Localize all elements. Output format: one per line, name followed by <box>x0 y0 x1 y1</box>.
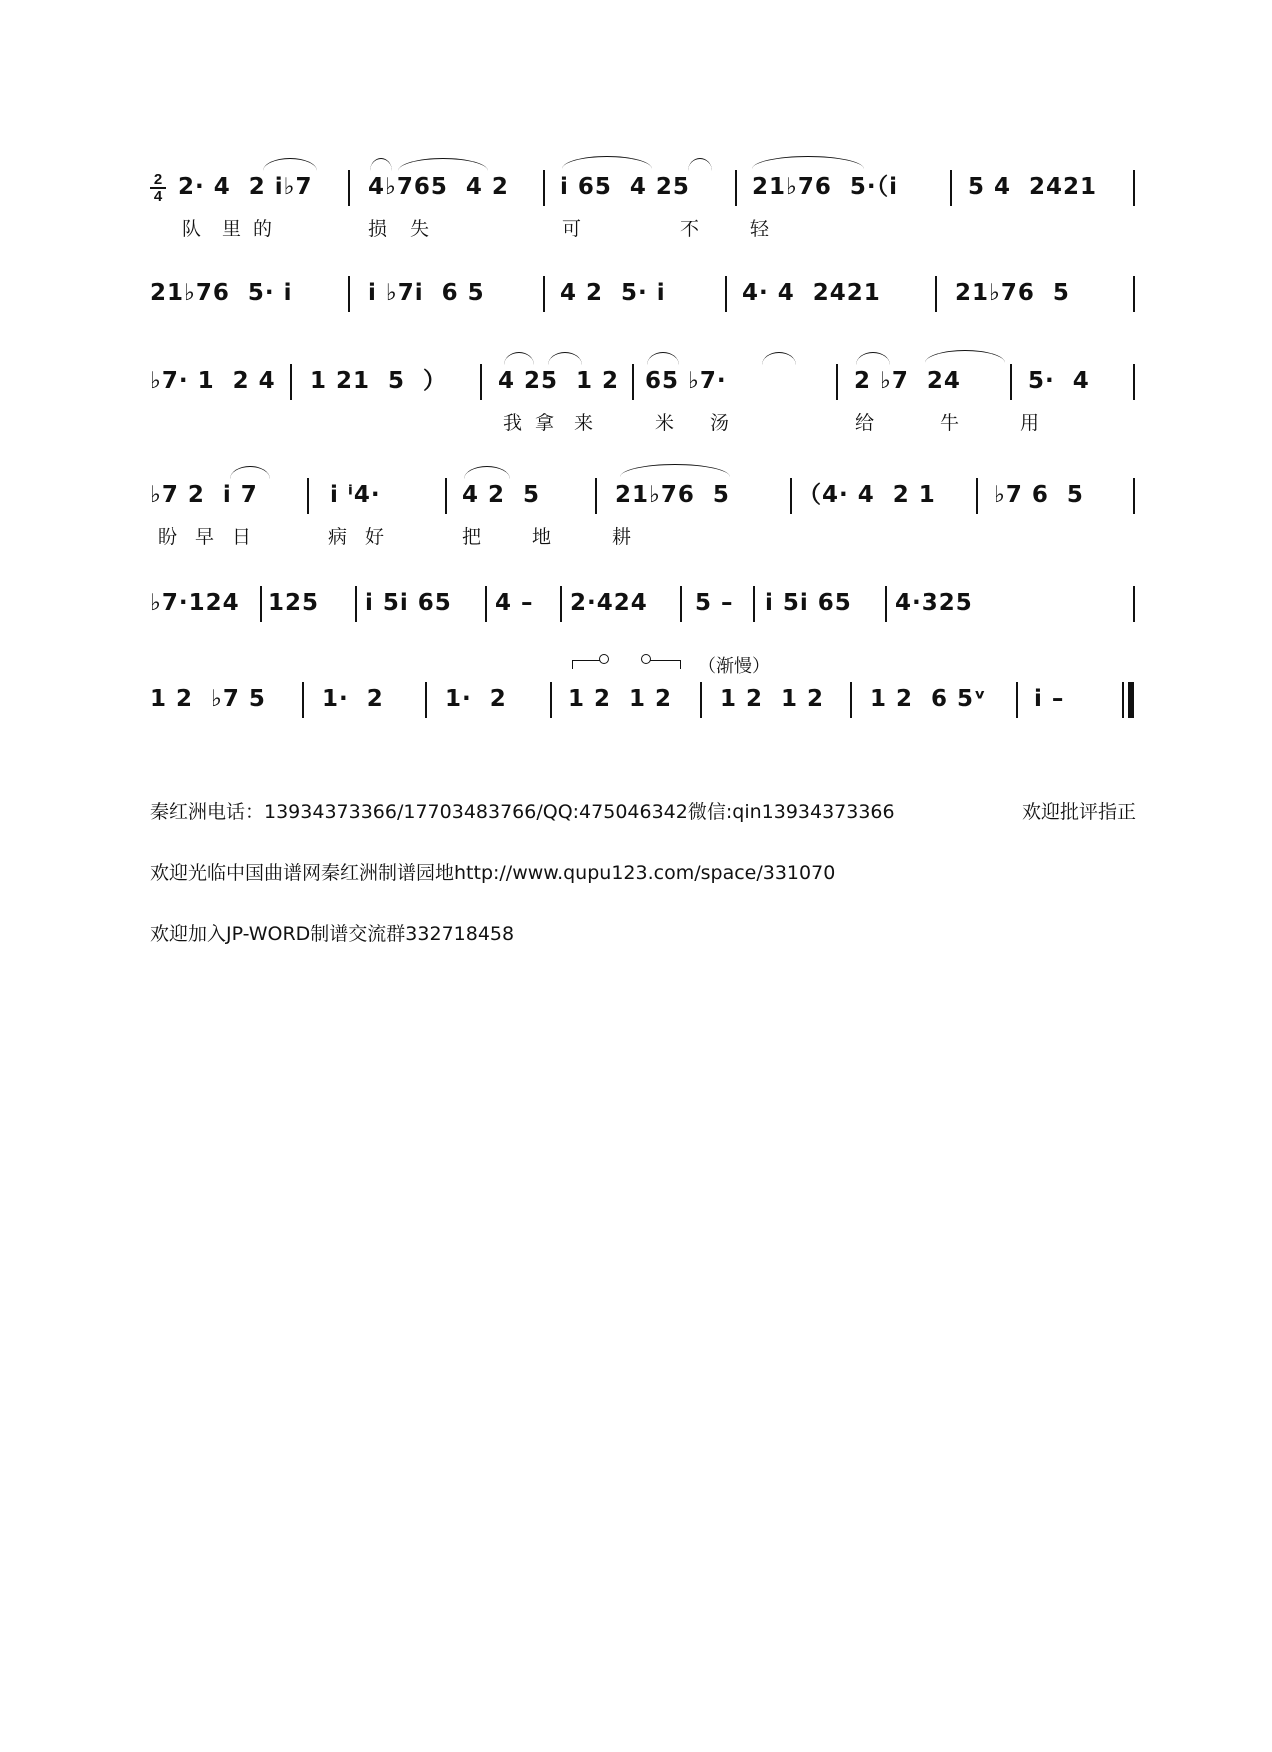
barline <box>1133 364 1135 400</box>
barline <box>543 170 545 206</box>
barline <box>560 586 562 622</box>
barline <box>355 586 357 622</box>
lyric: 日 <box>232 526 252 548</box>
barline <box>735 170 737 206</box>
contact-line: 秦红洲电话：13934373366/17703483766/QQ:475046342微信:qin13934373366 <box>150 801 895 823</box>
lyric: 米 <box>655 412 675 434</box>
time-signature-top: 2 <box>150 172 166 189</box>
lyric: 病 <box>328 526 348 548</box>
measure: 1· 2 <box>445 686 507 712</box>
barline <box>850 682 852 718</box>
measure: 4 2 5 <box>462 482 541 508</box>
lyric: 盼 <box>158 526 178 548</box>
measure: i 65 4 25 <box>560 174 690 200</box>
slur <box>230 466 270 479</box>
measure: （4· 4 2 1 <box>798 482 936 508</box>
barline <box>445 478 447 514</box>
measure: 4 25 1 2 <box>498 368 620 394</box>
slur <box>752 156 864 169</box>
slur <box>925 350 1005 363</box>
slur <box>762 352 796 365</box>
barline <box>595 478 597 514</box>
measure: 4· 4 2421 <box>742 280 881 306</box>
barline <box>307 478 309 514</box>
slur <box>620 464 730 477</box>
measure: 21♭76 5·（i <box>752 174 899 200</box>
measure: 4 – <box>495 590 534 616</box>
barline <box>425 682 427 718</box>
measure: 4·325 <box>895 590 973 616</box>
time-signature <box>150 172 166 204</box>
slur <box>647 352 679 365</box>
welcome-feedback: 欢迎批评指正 <box>1021 801 1136 823</box>
notes-line <box>150 362 1135 402</box>
measure: 4 2 5· i <box>560 280 666 306</box>
barline <box>1016 682 1018 718</box>
measure: 1 2 6 5ᵛ <box>870 686 987 712</box>
barline <box>632 364 634 400</box>
measure: ♭7 6 5 <box>994 482 1084 508</box>
notes-line <box>150 656 1135 720</box>
score-system-5 <box>150 584 1135 624</box>
tempo-annotation: （渐慢） <box>698 656 770 676</box>
measure: 21♭76 5 <box>955 280 1070 306</box>
measure: 5 4 2421 <box>968 174 1098 200</box>
barline <box>680 586 682 622</box>
measure: 2· 4 2 i♭7 <box>178 174 313 200</box>
barline <box>1010 364 1012 400</box>
barline <box>1133 586 1135 622</box>
measure: 1 2 ♭7 5 <box>150 686 266 712</box>
slur <box>504 352 534 365</box>
lyric: 里的 <box>222 218 285 240</box>
measure: i 5i 65 <box>365 590 452 616</box>
slur <box>562 156 652 169</box>
measure: 2·424 <box>570 590 648 616</box>
measure: 1 2 1 2 <box>568 686 673 712</box>
lyric: 来 <box>574 412 594 434</box>
measure: 5· 4 <box>1028 368 1090 394</box>
open-circle-mark <box>599 654 609 664</box>
slur <box>688 158 712 171</box>
lyric: 损 <box>368 218 388 240</box>
time-signature-bottom: 4 <box>153 188 163 205</box>
score-system-3 <box>150 362 1135 436</box>
group-line: 欢迎加入JP-WORD制谱交流群332718458 <box>150 923 515 945</box>
lyric: 把 <box>462 526 482 548</box>
barline <box>700 682 702 718</box>
slur <box>370 158 392 171</box>
score-system-1 <box>150 168 1135 242</box>
slur <box>856 352 890 365</box>
measure: i ♭7i 6 5 <box>368 280 485 306</box>
lyric: 耕 <box>612 526 632 548</box>
lyrics-line <box>150 516 1135 550</box>
lyric: 队 <box>182 218 202 240</box>
site-line: 欢迎光临中国曲谱网秦红洲制谱园地http://www.qupu123.com/space/331070 <box>150 862 836 884</box>
bracket-right <box>650 660 681 669</box>
lyric: 拿 <box>535 412 555 434</box>
measure: 21♭76 5 <box>615 482 730 508</box>
lyric: 失 <box>410 218 430 240</box>
lyric: 我 <box>503 412 523 434</box>
barline <box>290 364 292 400</box>
lyric: 不 <box>680 218 700 240</box>
lyric: 给 <box>855 412 875 434</box>
notes-line <box>150 584 1135 624</box>
lyric: 早 <box>195 526 215 548</box>
lyric: 好 <box>365 526 385 548</box>
notes-line <box>150 168 1135 208</box>
barline <box>885 586 887 622</box>
measure: 125 <box>268 590 320 616</box>
measure: i 5i 65 <box>765 590 852 616</box>
barline <box>753 586 755 622</box>
barline <box>543 276 545 312</box>
measure: 1 21 5 ） <box>310 368 448 394</box>
barline <box>260 586 262 622</box>
lyric: 用 <box>1020 412 1040 434</box>
barline <box>302 682 304 718</box>
score-system-2 <box>150 274 1135 314</box>
lyrics-line <box>150 208 1135 242</box>
measure: ♭7· 1 2 4 <box>150 368 276 394</box>
lyric: 地 <box>532 526 552 548</box>
measure: ♭7·124 <box>150 590 240 616</box>
measure: 4♭765 4 2 <box>368 174 509 200</box>
notes-line <box>150 476 1135 516</box>
final-barline-thick <box>1128 682 1134 718</box>
measure: ♭7 2 i 7 <box>150 482 258 508</box>
lyric: 轻 <box>750 218 770 240</box>
lyric: 汤 <box>710 412 730 434</box>
barline <box>348 276 350 312</box>
barline <box>550 682 552 718</box>
lyric: 牛 <box>940 412 960 434</box>
slur <box>398 158 488 171</box>
score-system-6 <box>150 656 1135 720</box>
slur <box>548 352 582 365</box>
barline <box>348 170 350 206</box>
notes-line <box>150 274 1135 314</box>
final-barline-thin <box>1122 682 1124 718</box>
barline <box>725 276 727 312</box>
barline <box>1133 478 1135 514</box>
measure: 1· 2 <box>322 686 384 712</box>
measure: i – <box>1034 686 1065 712</box>
barline <box>935 276 937 312</box>
barline <box>790 478 792 514</box>
barline <box>836 364 838 400</box>
barline <box>976 478 978 514</box>
bracket-left <box>572 660 603 669</box>
slur <box>464 466 510 479</box>
slur <box>263 158 317 171</box>
measure: 1 2 1 2 <box>720 686 825 712</box>
barline <box>1133 276 1135 312</box>
measure: i ⁱ4· <box>330 482 381 508</box>
lyrics-line <box>150 402 1135 436</box>
measure: 65 ♭7· <box>645 368 727 394</box>
measure: 5 – <box>695 590 734 616</box>
barline <box>950 170 952 206</box>
barline <box>485 586 487 622</box>
score-system-4 <box>150 476 1135 550</box>
barline <box>480 364 482 400</box>
barline <box>1133 170 1135 206</box>
measure: 21♭76 5· i <box>150 280 293 306</box>
measure: 2 ♭7 24 <box>854 368 961 394</box>
lyric: 可 <box>562 218 582 240</box>
